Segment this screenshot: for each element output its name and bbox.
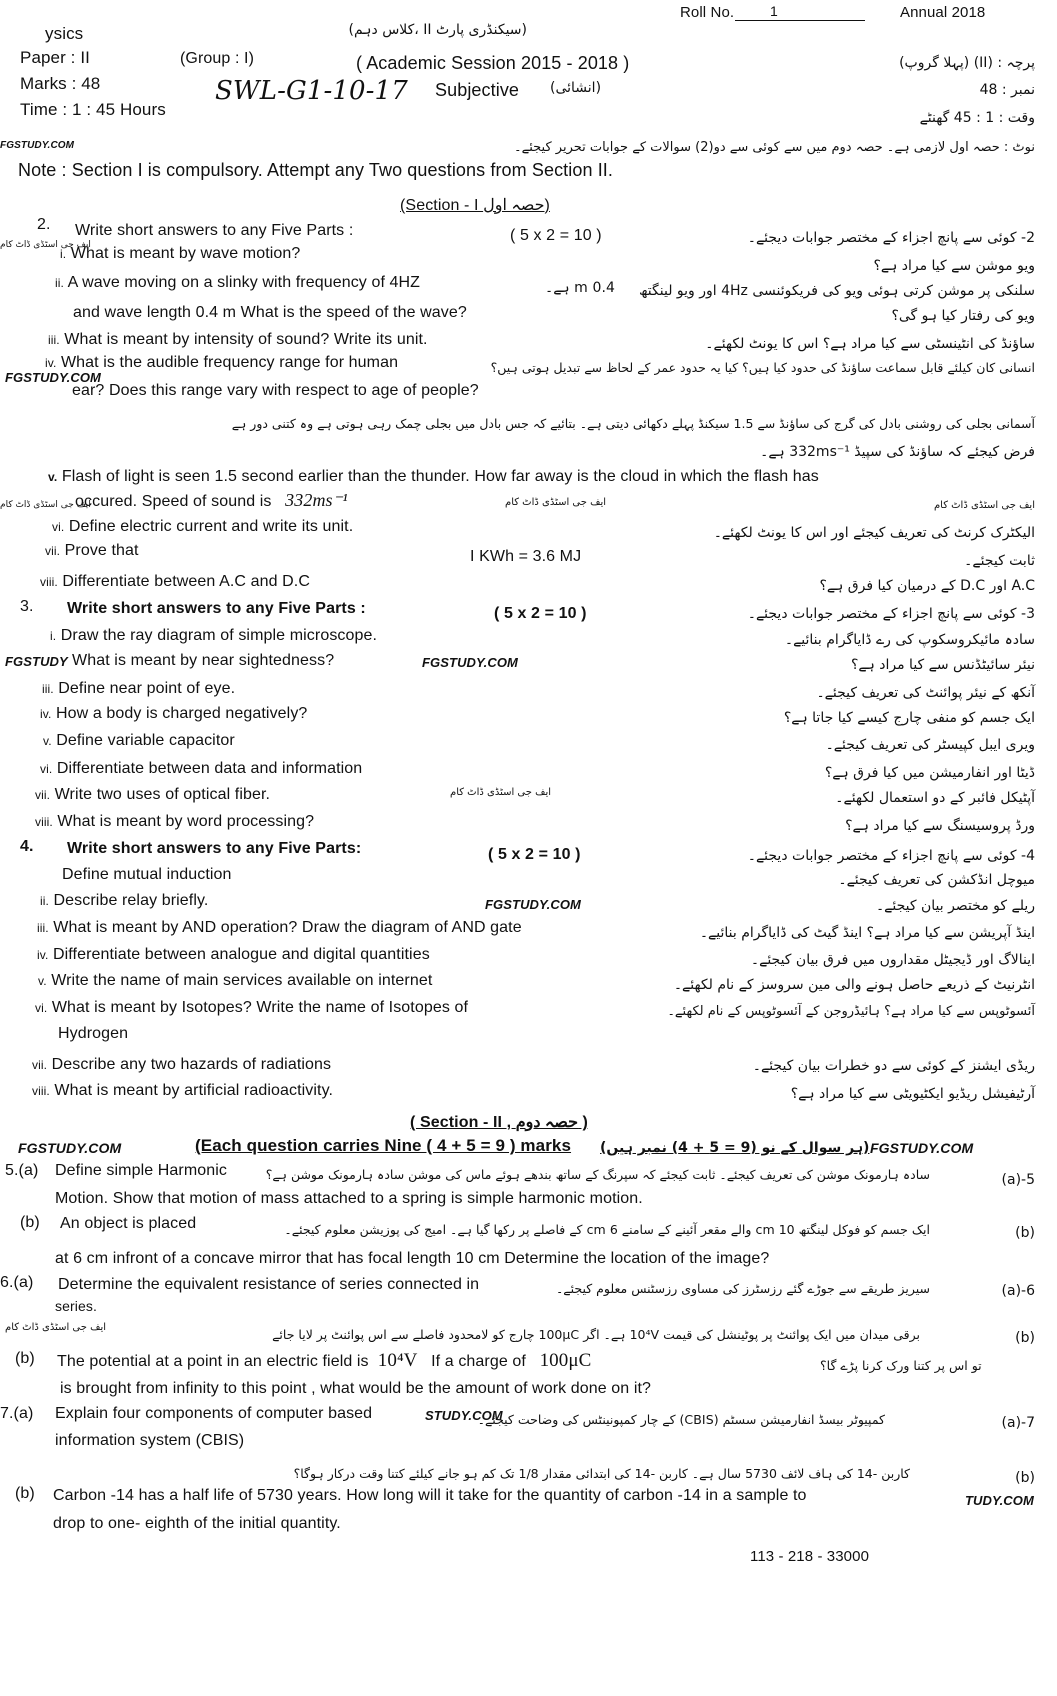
q6b-text-cont: is brought from infinity to this point , what would be the amount of work done on it? bbox=[60, 1380, 652, 1397]
q2-item-v-urdu: آسمانی بجلی کی روشنی بادل کی گرج کی ساؤنڈ سے 1.5 سیکنڈ پہلے دکھائی دیتی ہے۔ بتائیے کہ جس بادل میں بجلی چمک رہی ہوتی ہے وہ کتنی دور ہے bbox=[231, 416, 1035, 431]
section1-title: (Section - I حصہ اول) bbox=[400, 197, 550, 214]
watermark: FGSTUDY.COM bbox=[5, 370, 101, 385]
q4-item-ii-urdu: ریلے کو مختصر بیان کیجئے۔ bbox=[875, 898, 1035, 914]
q7b-text-cont: drop to one- eighth of the initial quantity. bbox=[53, 1515, 341, 1532]
q3-item-vii: vii. Write two uses of optical fiber. bbox=[35, 786, 271, 803]
urdu-subjective: (انشائی) bbox=[550, 80, 602, 96]
q2-item-v-cont: occured. Speed of sound is 332ms⁻¹ bbox=[75, 490, 348, 510]
q7a-urdu-label: 7-(a) bbox=[1001, 1415, 1035, 1431]
watermark: FGSTUDY.COM bbox=[18, 1140, 122, 1156]
q5b-urdu: ایک جسم کو فوکل لینگتھ 10 cm والے مقعر آئینے کے سامنے 6 cm کے فاصلے پر رکھا گیا ہے۔ امیج کی پوزیشن معلوم کیجئے۔ bbox=[284, 1222, 930, 1237]
q3-item-iii: iii. Define near point of eye. bbox=[42, 680, 236, 697]
q3-urdu-heading: 3- کوئی سے پانچ اجزاء کے مختصر جوابات دیجئے۔ bbox=[747, 606, 1035, 622]
watermark-urdu: ایف جی اسٹڈی ڈاٹ کام bbox=[450, 787, 552, 798]
q3-item-vi: vi. Differentiate between data and information bbox=[40, 760, 363, 777]
roll-value: 1 bbox=[770, 3, 778, 19]
q2-item-vii-formula: I KWh = 3.6 MJ bbox=[470, 548, 582, 565]
q2-item-iii-urdu: ساؤنڈ کی انٹینسٹی سے کیا مراد ہے؟ اس کا یونٹ لکھئے۔ bbox=[705, 336, 1035, 352]
q6a-urdu: سیریز طریقے سے جوڑے گئے رزسٹرز کی مساوی رزسٹنس معلوم کیجئے۔ bbox=[555, 1281, 930, 1296]
q3-item-ii-urdu: نیئر سائیٹڈنس سے کیا مراد ہے؟ bbox=[850, 657, 1035, 673]
q4-item-iii: iii. What is meant by AND operation? Draw the diagram of AND gate bbox=[37, 919, 522, 936]
q2-item-vii: vii. Prove that bbox=[45, 542, 139, 559]
q3-item-vii-urdu: آپٹیکل فائبر کے دو استعمال لکھئے۔ bbox=[835, 790, 1035, 806]
q2-item-iv: iv. What is the audible frequency range for human bbox=[45, 354, 399, 371]
q5a-text-cont: Motion. Show that motion of mass attached to a spring is simple harmonic motion. bbox=[55, 1190, 643, 1207]
q2-item-ii-urdu: سلنکی پر موشن کرتی ہوئی ویو کی فریکوئنسی 4Hz اور ویو لینگتھ bbox=[638, 283, 1035, 299]
q6a-text: Determine the equivalent resistance of series connected in bbox=[58, 1276, 480, 1293]
q3-item-vi-urdu: ڈیٹا اور انفارمیشن میں کیا فرق ہے؟ bbox=[824, 765, 1035, 781]
q4-heading: Write short answers to any Five Parts: bbox=[67, 840, 362, 857]
q4-item-viii: viii. What is meant by artificial radioactivity. bbox=[32, 1082, 334, 1099]
q5b-text-cont: at 6 cm infront of a concave mirror that has focal length 10 cm Determine the location of the image? bbox=[55, 1250, 770, 1267]
q3-item-viii-urdu: ورڈ پروسیسنگ سے کیا مراد ہے؟ bbox=[845, 818, 1035, 834]
q5b-label: (b) bbox=[20, 1214, 40, 1231]
q2-item-iii: iii. What is meant by intensity of sound? Write its unit. bbox=[48, 331, 428, 348]
watermark: FGSTUDY.COM bbox=[485, 897, 581, 912]
q4-item-vi-urdu: آئسوٹوپس سے کیا مراد ہے؟ ہائیڈروجن کے آئسوٹوپس کے نام لکھئے۔ bbox=[667, 1004, 1035, 1019]
q3-marks: ( 5 x 2 = 10 ) bbox=[494, 605, 587, 622]
watermark: FGSTUDY.COM bbox=[0, 140, 75, 151]
q5a-urdu-label: 5-(a) bbox=[1001, 1172, 1035, 1188]
q7a-urdu: کمپیوٹر بیسڈ انفارمیشن سسٹم (CBIS) کے چار کمپونینٹس کی وضاحت کیجئے۔ bbox=[477, 1412, 885, 1427]
q5a-urdu: سادہ ہارمونک موشن کی تعریف کیجئے۔ ثابت کیجئے کہ سپرنگ کے ساتھ بندھے ہوئے ماس کی موشن سادہ ہارمونک موشن ہے؟ bbox=[265, 1167, 930, 1182]
q2-item-vii-urdu: ثابت کیجئے۔ bbox=[964, 553, 1035, 569]
q6b-label: (b) bbox=[15, 1350, 35, 1367]
urdu-class: (سیکنڈری پارٹ II ،کلاس دہم) bbox=[348, 22, 527, 38]
q3-item-ii: What is meant by near sightedness? bbox=[72, 652, 335, 669]
urdu-note: نوٹ : حصہ اول لازمی ہے۔ حصہ دوم میں سے کوئی سے دو(2) سوالات کے جوابات تحریر کیجئے۔ bbox=[513, 140, 1035, 155]
q4-item-i: Define mutual induction bbox=[62, 866, 232, 883]
section2-heading: (Each question carries Nine ( 4 + 5 = 9 ) marks bbox=[195, 1136, 572, 1155]
q5a-label: 5.(a) bbox=[5, 1162, 39, 1179]
time: Time : 1 : 45 Hours bbox=[20, 100, 166, 119]
q7a-label: 7.(a) bbox=[0, 1405, 34, 1422]
watermark-urdu: ایف جی اسٹڈی ڈاٹ کام bbox=[0, 500, 91, 510]
urdu-marks: نمبر : 48 bbox=[979, 82, 1035, 98]
q6b-text: The potential at a point in an electric field is 10⁴V If a charge of 100μC bbox=[57, 1350, 592, 1371]
subjective: Subjective bbox=[435, 80, 520, 100]
q2-item-ii-cont: and wave length 0.4 m What is the speed of the wave? bbox=[73, 304, 467, 321]
q4-item-v: v. Write the name of main services available on internet bbox=[38, 972, 433, 989]
q2-item-viii-urdu: A.C اور D.C کے درمیان کیا فرق ہے؟ bbox=[819, 578, 1035, 594]
q4-item-vii: vii. Describe any two hazards of radiations bbox=[32, 1056, 332, 1073]
section2-title: ( Section - II , حصہ دوم ) bbox=[410, 1114, 588, 1131]
q5b-text: An object is placed bbox=[60, 1215, 197, 1232]
q3-item-v: v. Define variable capacitor bbox=[43, 732, 235, 749]
q6a-label: 6.(a) bbox=[0, 1274, 34, 1291]
q4-item-iv-urdu: اینالاگ اور ڈیجیٹل مقداروں میں فرق بیان کیجئے۔ bbox=[750, 952, 1035, 968]
q7a-text-cont: information system (CBIS) bbox=[55, 1432, 245, 1449]
q2-item-vi: vi. Define electric current and write its unit. bbox=[52, 518, 354, 535]
watermark-urdu: ایف جی اسٹڈی ڈاٹ کام bbox=[0, 240, 91, 250]
marks: Marks : 48 bbox=[20, 74, 101, 93]
q2-item-ii: ii. A wave moving on a slinky with frequency of 4HZ bbox=[55, 274, 421, 291]
q2-item-vi-urdu: الیکٹرک کرنٹ کی تعریف کیجئے اور اس کا یونٹ لکھئے۔ bbox=[713, 525, 1035, 541]
watermark: TUDY.COM bbox=[965, 1493, 1034, 1508]
q6a-text-cont: series. bbox=[55, 1298, 97, 1314]
q2-marks: ( 5 x 2 = 10 ) bbox=[510, 227, 602, 244]
q2-heading: Write short answers to any Five Parts : bbox=[75, 222, 354, 239]
annual: Annual 2018 bbox=[900, 4, 986, 21]
q2-item-iv-cont: ear? Does this range vary with respect to age of people? bbox=[72, 382, 479, 399]
q3-item-i: i. Draw the ray diagram of simple microscope. bbox=[50, 627, 378, 644]
q3-item-i-urdu: سادہ مائیکروسکوپ کی رے ڈایاگرام بنائیے۔ bbox=[784, 632, 1035, 648]
urdu-time: وقت : 1 : 45 گھنٹے bbox=[919, 110, 1035, 126]
q4-number: 4. bbox=[20, 838, 34, 855]
q4-marks: ( 5 x 2 = 10 ) bbox=[488, 846, 581, 863]
watermark-urdu: ایف جی اسٹڈی ڈاٹ کام bbox=[5, 1322, 107, 1333]
q3-item-iv-urdu: ایک جسم کو منفی چارج کیسے کیا جاتا ہے؟ bbox=[783, 710, 1035, 726]
q3-item-iii-urdu: آنکھ کے نیئر پوائنٹ کی تعریف کیجئے۔ bbox=[816, 685, 1035, 701]
watermark: FGSTUDY.COM bbox=[422, 655, 518, 670]
q2-item-iv-urdu: انسانی کان کیلئے قابل سماعت ساؤنڈ کی حدود کیا ہیں؟ کیا یہ حدود عمر کے لحاظ سے تبدیل ہوتی ہیں؟ bbox=[490, 360, 1035, 375]
q7b-label: (b) bbox=[15, 1485, 35, 1502]
handwritten-code: SWL-G1-10-17 bbox=[215, 76, 408, 106]
watermark-urdu: ایف جی اسٹڈی ڈاٹ کام bbox=[505, 497, 607, 508]
section2-urdu-heading: (ہر سوال کے نو (9 = 5 + 4) نمبر ہیں) bbox=[600, 1140, 870, 1156]
q4-item-viii-urdu: آرٹیفیشل ریڈیو ایکٹیویٹی سے کیا مراد ہے؟ bbox=[790, 1086, 1035, 1102]
note: Note : Section I is compulsory. Attempt any Two questions from Section II. bbox=[18, 160, 614, 180]
q4-item-v-urdu: انٹرنیٹ کے ذریعے حاصل ہونے والی مین سروسز کے نام لکھئے۔ bbox=[673, 977, 1035, 993]
q6b-urdu: برقی میدان میں ایک پوائنٹ پر پوٹینشل کی قیمت 10⁴V ہے۔ اگر 100μC چارج کو لامحدود فاصلے سے اس پوائنٹ پر لایا جائے bbox=[272, 1327, 920, 1342]
q3-number: 3. bbox=[20, 598, 34, 615]
q3-item-viii: viii. What is meant by word processing? bbox=[35, 813, 315, 830]
paper: Paper : II bbox=[20, 48, 90, 67]
q4-item-i-urdu: میوچل انڈکشن کی تعریف کیجئے۔ bbox=[838, 872, 1035, 888]
q4-urdu-heading: 4- کوئی سے پانچ اجزاء کے مختصر جوابات دیجئے۔ bbox=[747, 848, 1035, 864]
q4-item-ii: ii. Describe relay briefly. bbox=[40, 892, 209, 909]
q2-urdu-heading: 2- کوئی سے پانچ اجزاء کے مختصر جوابات دیجئے۔ bbox=[747, 230, 1035, 246]
q7b-urdu: کاربن -14 کی ہاف لائف 5730 سال ہے۔ کاربن -14 کی ابتدائی مقدار 1/8 تک کم ہو جانے کیلئے کتنا وقت درکار ہوگا؟ bbox=[293, 1466, 910, 1481]
roll-line bbox=[735, 20, 865, 21]
group: (Group : I) bbox=[180, 50, 255, 67]
q7b-urdu-label: (b) bbox=[1015, 1470, 1035, 1486]
roll-label: Roll No. bbox=[680, 4, 735, 21]
urdu-paper: پرچہ : (II) (پہلا گروپ) bbox=[899, 55, 1035, 71]
footer-code: 113 - 218 - 33000 bbox=[750, 1548, 870, 1565]
q2-item-v-urdu-cont: فرض کیجئے کہ ساؤنڈ کی سپیڈ 332ms⁻¹ ہے۔ bbox=[760, 444, 1035, 460]
watermark-urdu: ایف جی اسٹڈی ڈاٹ کام bbox=[933, 500, 1035, 511]
q4-item-iv: iv. Differentiate between analogue and digital quantities bbox=[37, 946, 430, 963]
watermark: STUDY.COM bbox=[425, 1408, 503, 1423]
q5b-urdu-label: (b) bbox=[1015, 1225, 1035, 1241]
q2-item-v: v. Flash of light is seen 1.5 second earlier than the thunder. How far away is the cloud in which the flash has bbox=[48, 468, 819, 485]
q2-item-ii-urdu-cont: ویو کی رفتار کیا ہو گی؟ bbox=[891, 308, 1035, 324]
q2-item-i: i. What is meant by wave motion? bbox=[60, 245, 301, 262]
q2-item-viii: viii. Differentiate between A.C and D.C bbox=[40, 573, 310, 590]
q5a-text: Define simple Harmonic bbox=[55, 1162, 228, 1179]
q2-number: 2. bbox=[37, 216, 51, 233]
q2-item-i-urdu: ویو موشن سے کیا مراد ہے؟ bbox=[873, 258, 1035, 274]
q6b-urdu-label: (b) bbox=[1015, 1330, 1035, 1346]
watermark: FGSTUDY.COM bbox=[870, 1140, 974, 1156]
q6a-urdu-label: 6-(a) bbox=[1001, 1283, 1035, 1299]
q7a-text: Explain four components of computer based bbox=[55, 1405, 373, 1422]
q3-heading: Write short answers to any Five Parts : bbox=[67, 600, 366, 617]
q6b-urdu-cont: تو اس پر کتنا ورک کرنا پڑے گا؟ bbox=[820, 1358, 982, 1373]
q2-item-ii-mid: 0.4 m ہے۔ bbox=[545, 280, 616, 296]
q3-item-iv: iv. How a body is charged negatively? bbox=[40, 705, 308, 722]
q7b-text: Carbon -14 has a half life of 5730 years. How long will it take for the quantity of carbon -14 in a sample to bbox=[53, 1487, 807, 1504]
q4-item-vi: vi. What is meant by Isotopes? Write the name of Isotopes of bbox=[35, 999, 469, 1016]
watermark: FGSTUDY bbox=[5, 654, 68, 669]
q4-item-iii-urdu: اینڈ آپریشن سے کیا مراد ہے؟ اینڈ گیٹ کی ڈایاگرام بنائیے۔ bbox=[699, 925, 1035, 941]
q4-item-vii-urdu: ریڈی ایشنز کے کوئی سے دو خطرات بیان کیجئے۔ bbox=[752, 1058, 1035, 1074]
subject: ysics bbox=[45, 24, 84, 43]
q4-item-vi-cont: Hydrogen bbox=[58, 1025, 129, 1042]
q3-item-v-urdu: ویری ایبل کپیسٹر کی تعریف کیجئے۔ bbox=[825, 737, 1035, 753]
session: ( Academic Session 2015 - 2018 ) bbox=[356, 53, 630, 73]
